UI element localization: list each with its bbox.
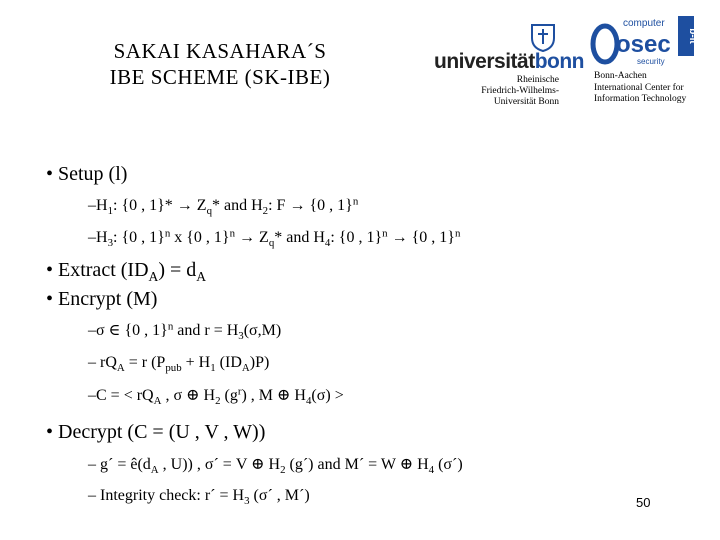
text-frag: → Z [235,229,269,246]
text-sub: A [196,268,207,284]
bonn-wordmark [434,50,584,74]
text-frag: )P) [249,354,270,371]
text-frag: –σ ∈ {0 , 1} [88,322,168,339]
text-sub: A [148,268,159,284]
bonn-sub-3: Universität Bonn [493,97,559,107]
text-sub: 3 [238,329,244,342]
text-frag: , U)) , σ´ = V ⊕ H [158,456,281,473]
text-frag: ) = d [158,259,197,281]
text-sub: A [116,361,125,374]
bonn-sub-1: Rheinische [516,75,559,85]
setup-line-2 [88,228,460,248]
encrypt-line-1 [88,321,281,341]
cosec-subtitle [594,71,686,106]
text-sub: 3 [107,236,113,249]
setup-line-1 [88,196,358,216]
text-sup: n [229,227,236,240]
text-sub: q [268,236,275,249]
text-frag: : {0 , 1} [113,229,165,246]
text-frag: + H [181,354,211,371]
cosec-word-text: osec [616,31,671,58]
bonn-emblem-icon [530,22,556,52]
cosec-sub-3: Information Technology [594,94,687,104]
bullet-extract [46,258,206,282]
bonn-sub-2: Friedrich-Wilhelms- [481,86,559,96]
text-sub: 1 [210,361,216,374]
text-sup: n [167,320,174,333]
text-frag: = r (P [124,354,166,371]
text-sub: A [153,394,162,407]
text-sub: A [150,463,159,476]
text-sub: 2 [262,204,269,217]
text-sub: 1 [107,204,113,217]
text-frag: – rQ [88,354,117,371]
cosec-emblem-icon [590,14,700,70]
text-frag: * and H [274,229,325,246]
text-frag: : F → {0 , 1} [268,197,353,214]
cosec-sub-1: Bonn-Aachen [594,71,647,81]
text-frag: (σ´ , M´) [249,487,310,504]
text-sub: 3 [244,494,250,507]
text-frag: • Extract (ID [46,259,149,281]
text-sub: 4 [305,394,312,407]
text-sub: 2 [280,463,286,476]
cosec-bottom-text: security [637,57,665,66]
bullet-setup: • Setup (l) [46,163,128,185]
text-frag: – Integrity check: r´ = H [88,487,245,504]
cosec-top-text: computer [623,18,665,29]
text-sup: n [454,227,461,240]
cosec-sub-2: International Center for [594,82,684,93]
decrypt-line-1 [88,455,463,475]
cosec-logo [586,14,706,109]
text-frag: → {0 , 1} [387,229,455,246]
cosec-side-text: b-it [687,28,698,44]
bonn-wordmark-bonn: bonn [534,50,585,73]
text-frag: , σ ⊕ H [161,387,216,404]
text-frag: and r = H [173,322,239,339]
text-frag: (σ) > [311,387,344,404]
text-sub: 4 [428,463,435,476]
bonn-wordmark-uni: universität [434,50,535,73]
text-frag: –C = < rQ [88,387,154,404]
text-frag: (g [220,387,238,404]
text-sup: n [352,195,359,208]
bullet-encrypt: • Encrypt (M) [46,288,158,310]
text-sub: 4 [324,236,331,249]
text-frag: (σ´) [434,456,463,473]
title-line-1: SAKAI KASAHARA´S [113,39,327,63]
text-sub: q [206,204,213,217]
title-line-2: IBE SCHEME (SK-IBE) [109,65,331,89]
text-sub: pub [165,361,182,374]
text-sub: 2 [215,394,221,407]
text-sup: n [164,227,171,240]
bullet-decrypt: • Decrypt (C = (U , V , W)) [46,421,266,443]
text-frag: : {0 , 1} [330,229,383,246]
encrypt-line-3 [88,386,344,406]
text-frag: – g´ = ê(d [88,456,151,473]
text-frag: (g´) and M´ = W ⊕ H [285,456,429,473]
university-bonn-logo [434,22,585,107]
text-frag: (σ,M) [243,322,282,339]
bonn-subtitle [464,75,559,108]
text-frag: x {0 , 1} [170,229,230,246]
page-number: 50 [636,495,651,510]
text-sup: r [237,385,242,398]
encrypt-line-2 [88,353,269,373]
text-frag: : {0 , 1}* → Z [113,197,207,214]
decrypt-line-2 [88,486,310,506]
slide-title [60,38,380,90]
text-sub: A [241,361,250,374]
text-frag: ) , M ⊕ H [241,387,306,404]
text-frag: –H [88,197,108,214]
text-frag: * and H [212,197,263,214]
text-frag: (ID [215,354,242,371]
text-sup: n [382,227,388,240]
text-frag: –H [88,229,108,246]
